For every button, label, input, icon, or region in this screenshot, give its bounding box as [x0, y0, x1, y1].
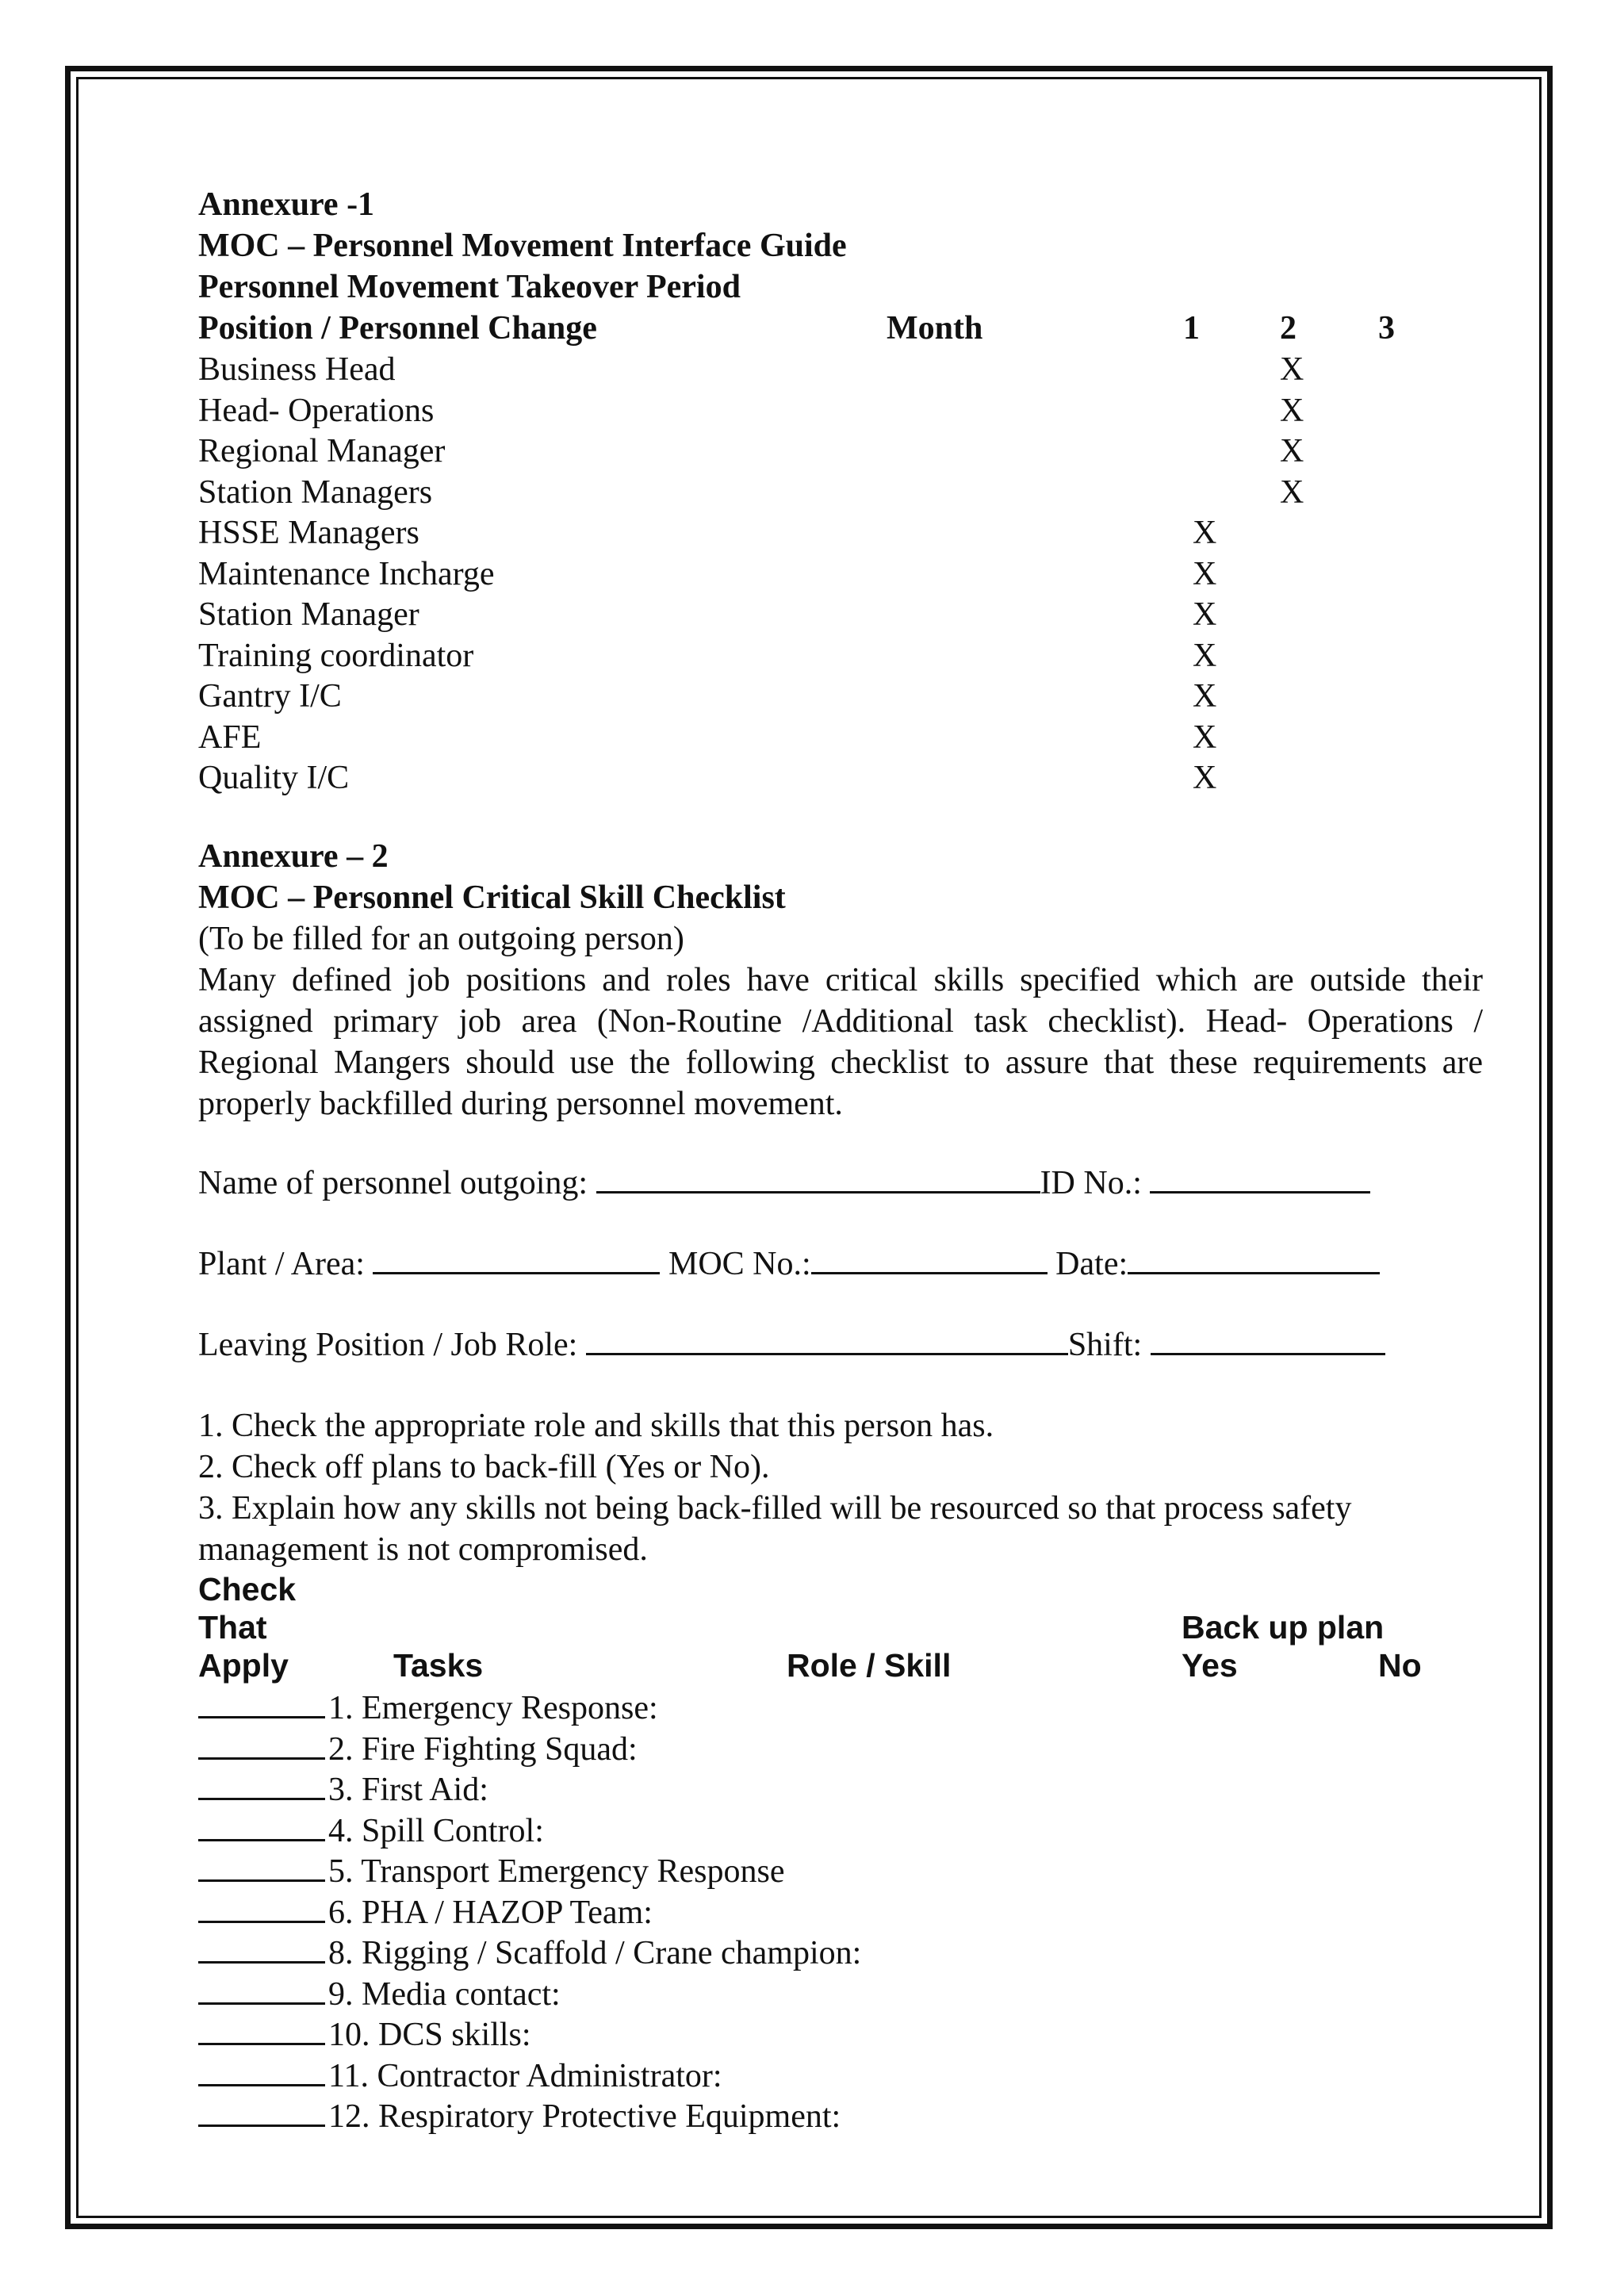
annexure-1-heading: Annexure -1 [198, 186, 375, 223]
check-that-apply-blank[interactable] [198, 1689, 325, 1718]
takeover-month-mark: X [1193, 760, 1217, 796]
task-row [198, 1974, 561, 2015]
name-outgoing-field [198, 1163, 1370, 1204]
shift-label: Shift: [1067, 1327, 1143, 1363]
leaving-position-label: Leaving Position / Job Role: [198, 1327, 578, 1363]
check-that-apply-blank[interactable] [198, 1812, 325, 1841]
header-apply: Apply [198, 1647, 289, 1684]
takeover-row-label: Regional Manager [198, 433, 446, 469]
task-row [198, 2014, 531, 2056]
check-that-apply-blank[interactable] [198, 2057, 325, 2086]
task-row [198, 1851, 785, 1892]
task-label: 9. Media contact: [328, 1975, 561, 2013]
task-row [198, 2056, 722, 2097]
takeover-month-mark: X [1193, 637, 1217, 674]
annexure-1-title: MOC – Personnel Movement Interface Guide [198, 228, 847, 264]
header-no: No [1378, 1647, 1422, 1684]
name-outgoing-blank[interactable] [596, 1164, 1040, 1193]
task-label: 5. Transport Emergency Response [328, 1853, 785, 1890]
check-that-apply-blank[interactable] [198, 2098, 325, 2127]
task-label: 2. Fire Fighting Squad: [328, 1730, 638, 1768]
takeover-month-mark: X [1280, 351, 1304, 388]
header-yes: Yes [1182, 1647, 1238, 1684]
takeover-row-label: Station Manager [198, 596, 419, 633]
task-row [198, 1729, 638, 1770]
column-month-header: Month [887, 310, 983, 347]
takeover-month-mark: X [1193, 515, 1217, 551]
takeover-row-label: Gantry I/C [198, 678, 342, 715]
task-label: 1. Emergency Response: [328, 1690, 658, 1726]
task-row [198, 1933, 861, 1974]
task-label: 4. Spill Control: [328, 1812, 544, 1849]
takeover-month-mark: X [1193, 678, 1217, 715]
instruction-2: 2. Check off plans to back-fill (Yes or No). [198, 1449, 770, 1485]
annexure-1-subtitle: Personnel Movement Takeover Period [198, 269, 741, 305]
shift-blank[interactable] [1151, 1326, 1385, 1355]
check-that-apply-blank[interactable] [198, 1771, 325, 1800]
header-that: That [198, 1609, 267, 1646]
task-label: 12. Respiratory Protective Equipment: [328, 2098, 841, 2135]
takeover-row-label: HSSE Managers [198, 515, 419, 551]
takeover-row-label: Head- Operations [198, 392, 435, 429]
task-row [198, 2096, 841, 2137]
task-label: 8. Rigging / Scaffold / Crane champion: [328, 1935, 862, 1971]
takeover-row-label: Maintenance Incharge [198, 555, 495, 592]
takeover-row-label: Station Managers [198, 473, 433, 511]
instruction-3-continued: management is not compromised. [198, 1531, 648, 1568]
column-month-2-header: 2 [1280, 310, 1297, 347]
check-that-apply-blank[interactable] [198, 1975, 325, 2005]
moc-no-label: MOC No.: [668, 1246, 811, 1282]
plant-area-field [198, 1243, 1380, 1285]
takeover-month-mark: X [1280, 433, 1304, 469]
header-tasks: Tasks [393, 1647, 484, 1684]
check-that-apply-blank[interactable] [198, 1894, 325, 1923]
annexure-2-title: MOC – Personnel Critical Skill Checklist [198, 879, 786, 916]
id-no-label: ID No.: [1040, 1165, 1142, 1201]
annexure-2-intro: Many defined job positions and roles have critical skills specified which are outside their assigned primary job area (Non-Routine /Additional task checklist). Head- Operations / Regional Mangers should use the following checklist to assure that these requirements are properly backfilled during personnel movement. [198, 962, 1483, 1122]
annexure-2-note: (To be filled for an outgoing person) [198, 921, 684, 957]
task-label: 6. PHA / HAZOP Team: [328, 1894, 653, 1931]
check-that-apply-blank[interactable] [198, 1934, 325, 1964]
date-label: Date: [1055, 1246, 1128, 1282]
check-that-apply-blank[interactable] [198, 2016, 325, 2045]
task-label: 3. First Aid: [328, 1772, 488, 1808]
takeover-month-mark: X [1193, 718, 1217, 756]
leaving-position-blank[interactable] [586, 1326, 1068, 1355]
takeover-month-mark: X [1193, 596, 1217, 633]
header-backup-plan: Back up plan [1182, 1609, 1385, 1646]
header-check: Check [198, 1571, 297, 1607]
task-row [198, 1810, 544, 1852]
task-row [198, 1892, 653, 1933]
takeover-month-mark: X [1280, 473, 1304, 511]
check-that-apply-blank[interactable] [198, 1730, 325, 1760]
name-outgoing-label: Name of personnel outgoing: [198, 1165, 588, 1201]
plant-area-label: Plant / Area: [198, 1246, 365, 1282]
takeover-month-mark: X [1280, 392, 1304, 429]
header-role-skill: Role / Skill [787, 1647, 952, 1684]
task-label: 11. Contractor Administrator: [328, 2057, 722, 2094]
date-blank[interactable] [1128, 1245, 1380, 1274]
instruction-3: 3. Explain how any skills not being back-filled will be resourced so that process safety [198, 1490, 1352, 1527]
instruction-1: 1. Check the appropriate role and skills that this person has. [198, 1408, 994, 1444]
takeover-row-label: AFE [198, 718, 262, 756]
takeover-row-label: Business Head [198, 351, 396, 388]
annexure-2-heading: Annexure – 2 [198, 838, 389, 875]
column-position-header: Position / Personnel Change [198, 310, 597, 347]
check-that-apply-blank[interactable] [198, 1852, 325, 1882]
task-label: 10. DCS skills: [328, 2017, 531, 2053]
id-no-blank[interactable] [1150, 1164, 1370, 1193]
plant-area-blank[interactable] [373, 1245, 660, 1274]
takeover-month-mark: X [1193, 555, 1217, 592]
task-row [198, 1688, 658, 1729]
takeover-row-label: Quality I/C [198, 760, 350, 796]
task-row [198, 1769, 488, 1810]
takeover-row-label: Training coordinator [198, 637, 474, 674]
leaving-position-field [198, 1324, 1385, 1366]
column-month-3-header: 3 [1378, 310, 1395, 347]
moc-no-blank[interactable] [811, 1245, 1048, 1274]
column-month-1-header: 1 [1183, 310, 1200, 347]
